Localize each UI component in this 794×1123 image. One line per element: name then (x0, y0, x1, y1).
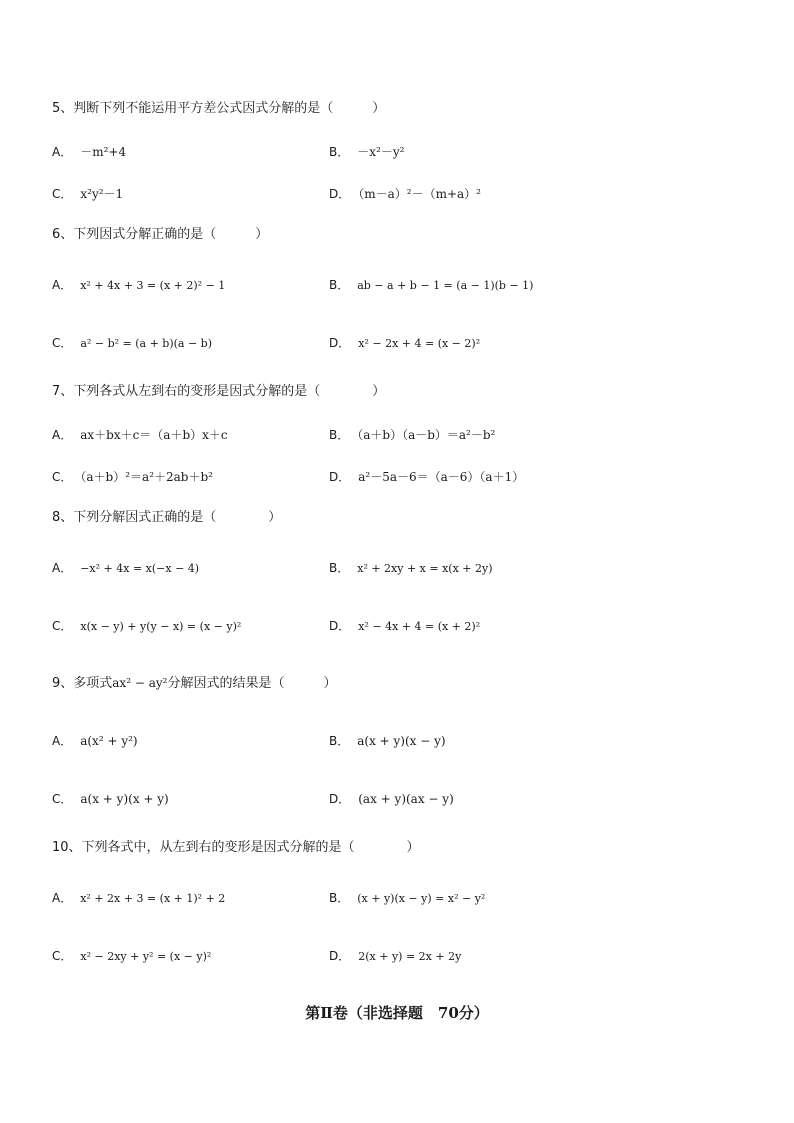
option-d (329, 618, 480, 635)
option-text: (ax + y)(ax − y) (358, 792, 454, 806)
option-text: －x²－y² (357, 145, 405, 159)
option-d (329, 469, 524, 485)
option-letter: C． (52, 792, 73, 806)
option-letter: D． (329, 792, 351, 806)
option-text: a² − b² = (a + b)(a − b) (80, 337, 213, 350)
option-text: －m²+4 (80, 145, 127, 159)
option-text: ab − a + b − 1 = (a − 1)(b − 1) (357, 279, 534, 292)
option-d (329, 335, 480, 352)
option-letter: B． (329, 278, 350, 292)
option-letter: A． (52, 278, 73, 292)
option-text: −x² + 4x = x(−x − 4) (80, 562, 200, 575)
option-a (52, 144, 126, 160)
option-text: （a＋b）²＝a²＋2ab＋b² (80, 470, 213, 484)
option-text: a(x + y)(x + y) (80, 792, 169, 806)
option-letter: A． (52, 734, 73, 748)
option-text: x² + 4x + 3 = (x + 2)² − 1 (80, 279, 226, 292)
section-title: 第Ⅱ卷（非选择题 70分） (305, 1004, 489, 1022)
option-letter: C． (52, 619, 73, 633)
option-text: x² + 2x + 3 = (x + 1)² + 2 (80, 892, 226, 905)
question-stem: 5、判断下列不能运用平方差公式因式分解的是（ ） (52, 101, 386, 116)
stem-text: 分解因式的结果是（ ） (167, 676, 337, 691)
option-text: (x + y)(x − y) = x² − y² (357, 892, 486, 905)
option-letter: B． (329, 561, 350, 575)
option-letter: D． (329, 336, 351, 350)
question-stem: 10、下列各式中，从左到右的变形是因式分解的是（ ） (52, 840, 420, 855)
option-letter: C． (52, 470, 73, 484)
option-text: ax＋bx＋c＝（a＋b）x＋c (80, 428, 228, 442)
option-letter: A． (52, 145, 73, 159)
option-c (52, 335, 212, 352)
option-letter: D． (329, 949, 351, 963)
option-c (52, 618, 241, 635)
option-text: x²y²－1 (80, 187, 124, 201)
option-d (329, 186, 481, 202)
option-text: （a＋b）（a－b）＝a²－b² (357, 428, 496, 442)
option-c (52, 469, 213, 485)
stem-math: ax² − ay² (112, 676, 168, 690)
option-text: x² − 2x + 4 = (x − 2)² (358, 337, 481, 350)
question-stem (52, 674, 336, 693)
option-text: x(x − y) + y(y − x) = (x − y)² (80, 620, 242, 633)
option-letter: B． (329, 145, 350, 159)
option-a (52, 890, 225, 907)
option-letter: D． (329, 619, 351, 633)
option-letter: C． (52, 336, 73, 350)
option-a (52, 277, 225, 294)
option-letter: D． (329, 470, 351, 484)
question-stem: 7、下列各式从左到右的变形是因式分解的是（ ） (52, 384, 386, 399)
option-text: a²－5a－6＝（a－6）（a＋1） (358, 470, 525, 484)
option-c (52, 186, 123, 202)
option-text: a(x + y)(x − y) (357, 734, 446, 748)
option-text: 2(x + y) = 2x + 2y (358, 950, 462, 963)
option-b (329, 890, 485, 907)
option-text: x² + 2xy + x = x(x + 2y) (357, 562, 493, 575)
option-b (329, 733, 446, 749)
option-a (52, 427, 228, 443)
option-b (329, 427, 495, 443)
option-b (329, 560, 493, 577)
option-text: x² − 2xy + y² = (x − y)² (80, 950, 212, 963)
option-d (329, 791, 454, 807)
option-letter: C． (52, 949, 73, 963)
option-d (329, 948, 461, 965)
option-letter: D． (329, 187, 351, 201)
option-c (52, 791, 169, 807)
stem-text: 9、多项式 (52, 676, 113, 691)
option-letter: A． (52, 561, 73, 575)
option-letter: A． (52, 428, 73, 442)
option-letter: B． (329, 428, 350, 442)
option-b (329, 277, 533, 294)
option-c (52, 948, 211, 965)
option-letter: B． (329, 891, 350, 905)
option-a (52, 733, 138, 749)
question-stem: 6、下列因式分解正确的是（ ） (52, 227, 269, 242)
option-letter: C． (52, 187, 73, 201)
option-text: x² − 4x + 4 = (x + 2)² (358, 620, 481, 633)
question-stem: 8、下列分解因式正确的是（ ） (52, 510, 282, 525)
option-b (329, 144, 404, 160)
option-letter: B． (329, 734, 350, 748)
option-a (52, 560, 199, 577)
option-text: （m－a）²－（m+a）² (358, 187, 481, 201)
option-text: a(x² + y²) (80, 734, 138, 748)
option-letter: A． (52, 891, 73, 905)
